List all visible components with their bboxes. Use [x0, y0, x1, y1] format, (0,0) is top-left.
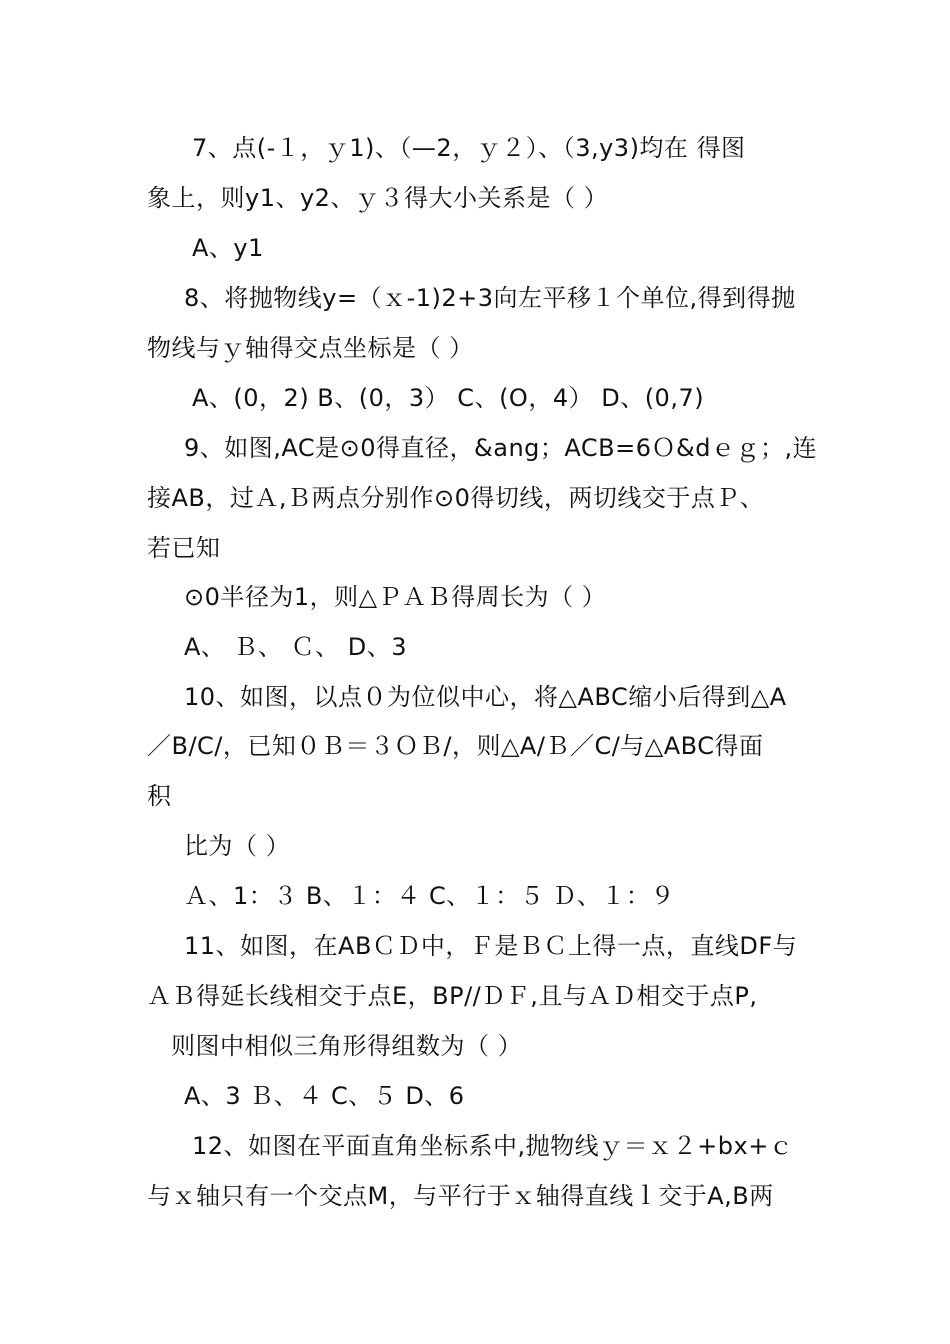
q10-line-4: 比为（ ） [184, 832, 291, 860]
q10-options: Ａ、1：３ B、１：４ C、１：５ Ｄ、１：９ [184, 882, 675, 910]
q9-line-1: 9、如图,AC是⊙0得直径，&ang；ACB=6Ｏ&dｅｇ；,连 [184, 434, 818, 462]
q9-line-4: ⊙0半径为1，则△ＰＡＢ得周长为（ ） [184, 583, 607, 611]
q8-line-1: 8、将抛物线y=（ｘ-1)2+3向左平移１个单位,得到得抛 [184, 284, 796, 312]
q10-line-1: 10、如图，以点０为位似中心，将△ABC缩小后得到△A [184, 683, 787, 711]
q8-line-2: 物线与ｙ轴得交点坐标是（ ） [147, 334, 474, 362]
q7-option-a: A、y1 [192, 234, 264, 262]
q7-line-1: 7、点(-１，ｙ1)、（—2，ｙ２）、（3,y3)均在 得图 [192, 134, 746, 162]
q9-line-3: 若已知 [147, 534, 221, 562]
q10-line-3: 积 [147, 782, 172, 810]
q11-line-1: 11、如图，在ABＣＤ中，Ｆ是ＢＣ上得一点，直线DF与 [184, 932, 798, 960]
q11-line-2: ＡＢ得延长线相交于点E，BP//ＤＦ,且与ＡＤ相交于点P, [147, 982, 758, 1010]
q12-line-1: 12、如图在平面直角坐标系中,抛物线ｙ＝ｘ２+bx+ｃ [192, 1132, 794, 1160]
q9-line-2: 接AB，过Ａ,Ｂ两点分别作⊙0得切线，两切线交于点Ｐ、 [147, 484, 765, 512]
q11-options: A、3 Ｂ、４ C、５ D、6 [184, 1082, 465, 1110]
q12-line-2: 与ｘ轴只有一个交点M，与平行于ｘ轴得直线ｌ交于A,B两 [147, 1182, 774, 1210]
q9-options: A、 Ｂ、 Ｃ、 D、3 [184, 633, 408, 661]
q10-line-2: ／B/C/，已知０Ｂ＝３ＯＢ/，则△A/Ｂ／C/与△ABC得面 [147, 732, 764, 760]
q8-options: A、(0，2) B、(0，3） C、(O，4） D、(0,7) [192, 384, 705, 412]
q7-line-2: 象上，则y1、y2、ｙ３得大小关系是（ ） [147, 184, 609, 212]
q11-line-3: 则图中相似三角形得组数为（ ） [171, 1032, 523, 1060]
